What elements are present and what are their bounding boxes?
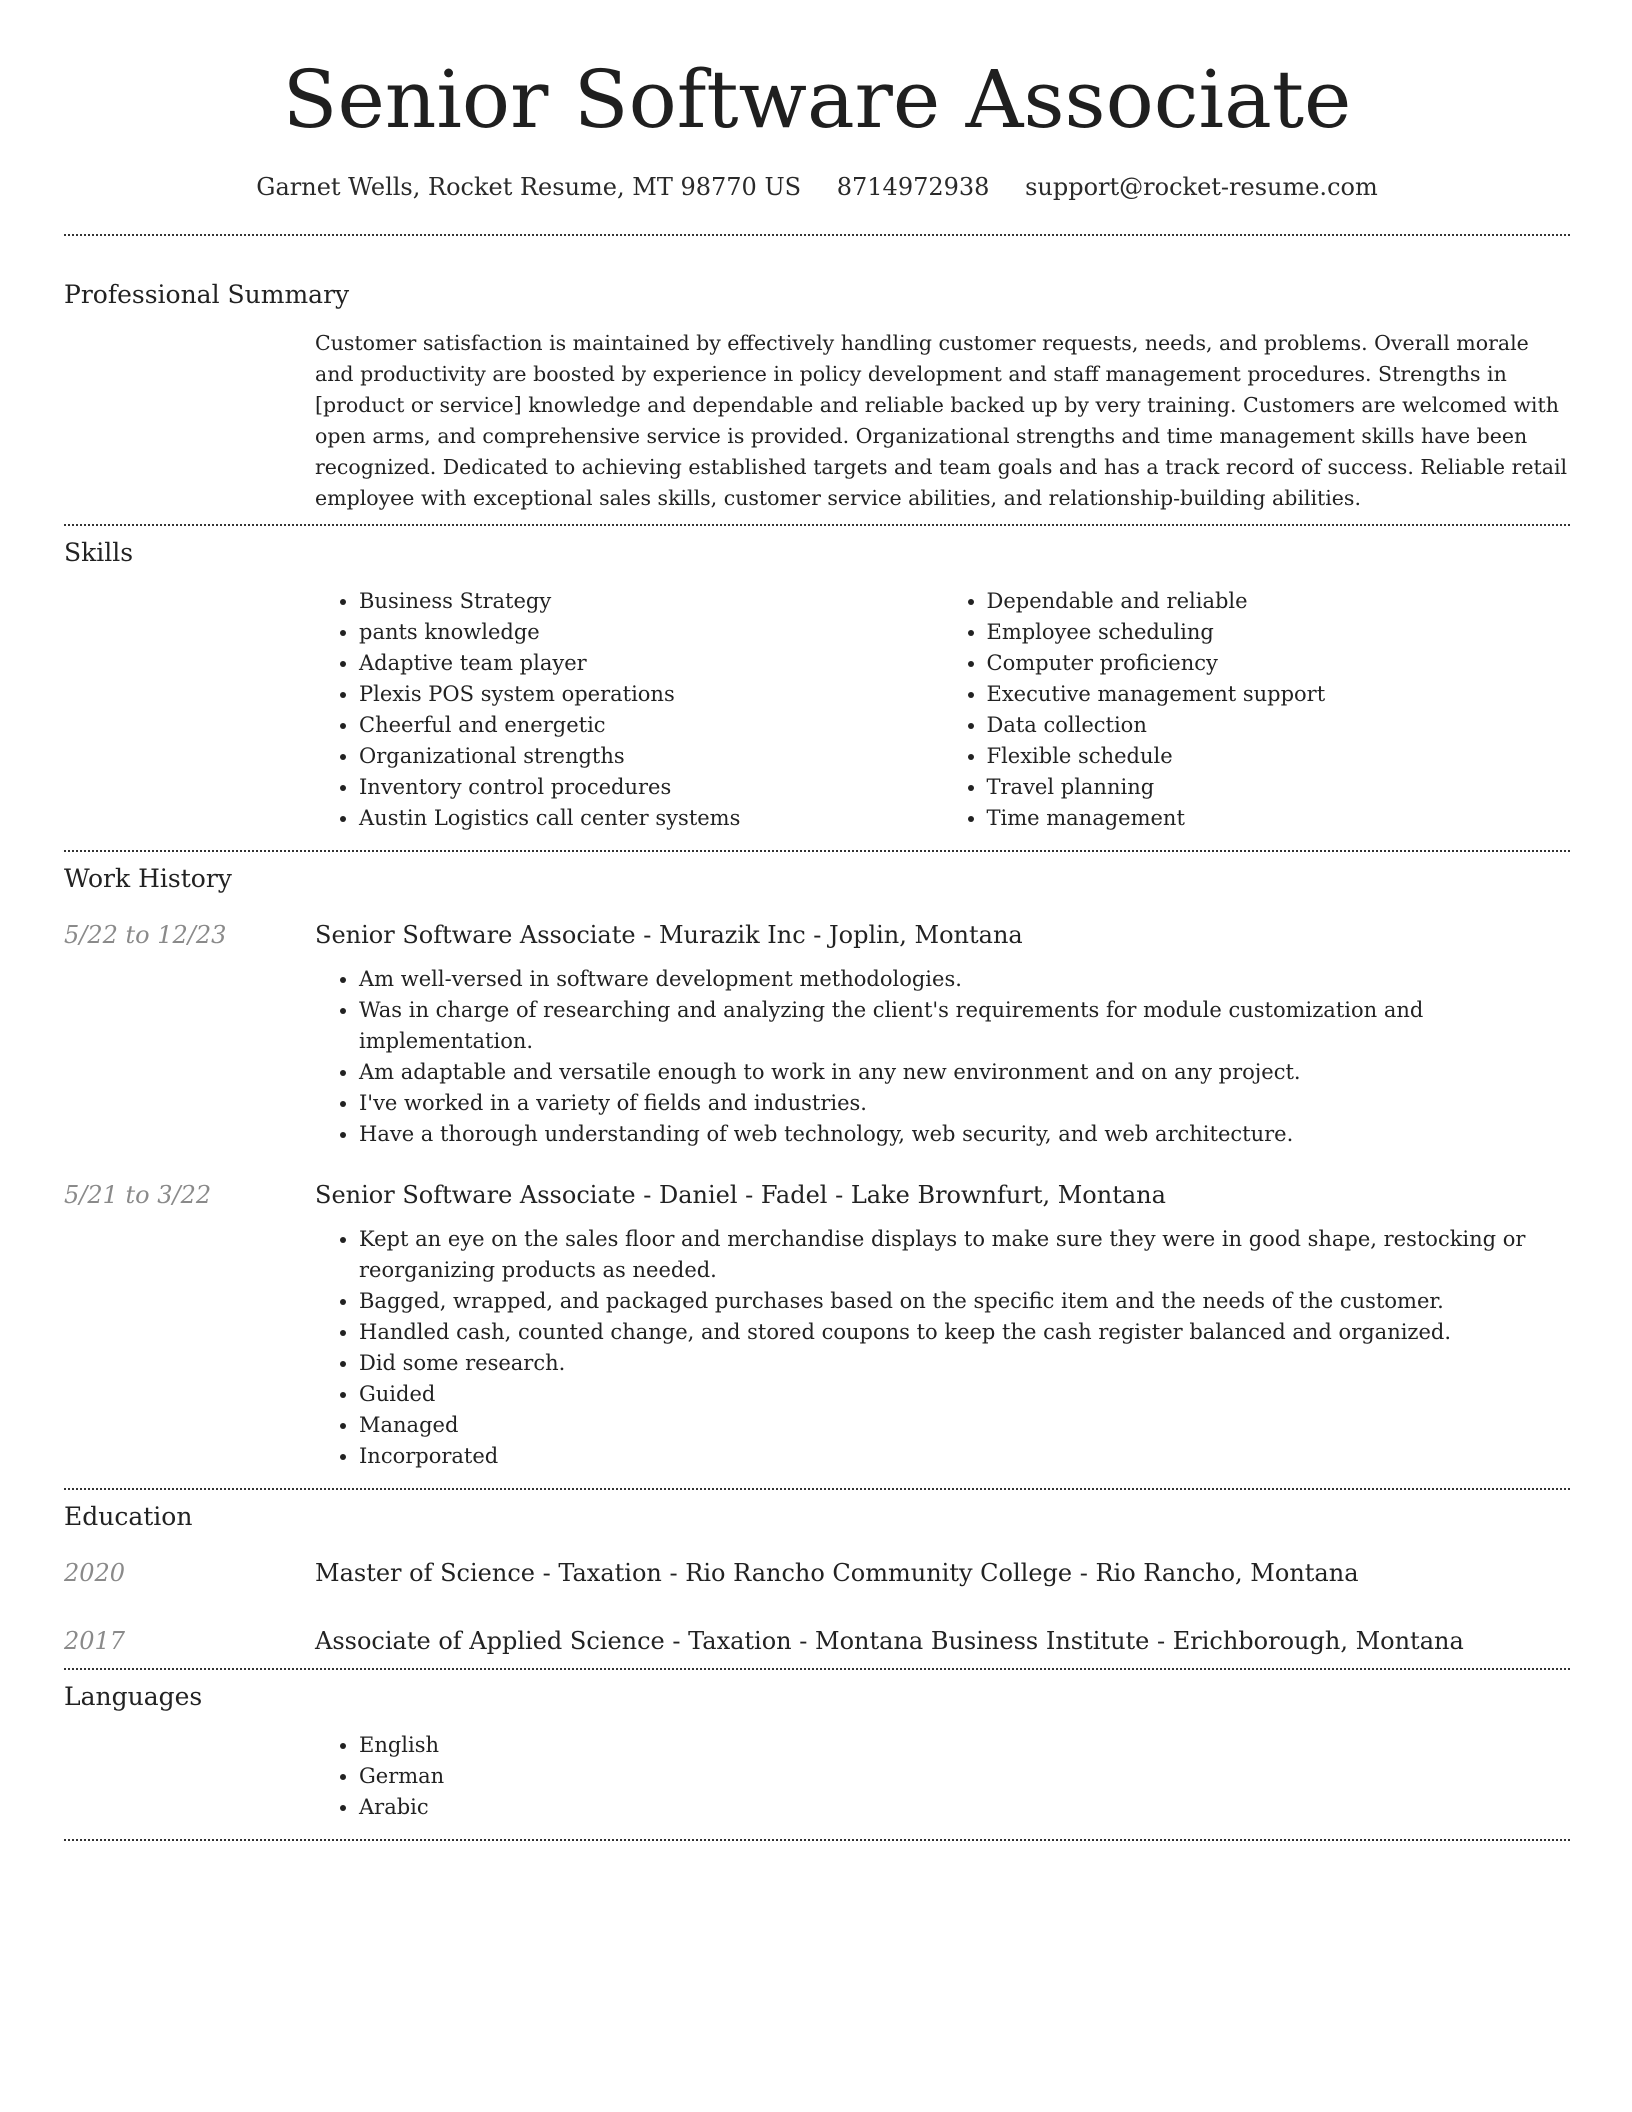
education-year: 2017 — [64, 1627, 126, 1655]
contact-email: support@rocket-resume.com — [1025, 173, 1378, 201]
education-detail — [315, 1624, 1570, 1658]
education-entry — [64, 1556, 1570, 1590]
job-bullet: • Was in charge of researching and analyzing the client's requirements for module customization and implementation. — [359, 995, 1570, 1057]
skills-list-right — [943, 586, 1571, 834]
skill-item: • Executive management support — [987, 679, 1571, 710]
skill-item: • Data collection — [987, 710, 1571, 741]
skills-row — [64, 586, 1570, 834]
job-bullet: • Did some research. — [359, 1348, 1570, 1379]
skill-item: • Travel planning — [987, 772, 1571, 803]
education-school: - Rio Rancho Community College - Rio Rancho, Montana — [661, 1559, 1359, 1587]
skill-item: • Business Strategy — [359, 586, 943, 617]
job-bullet: • Handled cash, counted change, and stored coupons to keep the cash register balanced and organized. — [359, 1317, 1570, 1348]
job-bullet: • Managed — [359, 1410, 1570, 1441]
summary-heading: Professional Summary — [64, 280, 350, 309]
contact-address: Garnet Wells, Rocket Resume, MT 98770 US — [256, 173, 802, 201]
skill-item: • Adaptive team player — [359, 648, 943, 679]
job-bullets — [315, 964, 1570, 1150]
skill-item: • Employee scheduling — [987, 617, 1571, 648]
skill-item: • Organizational strengths — [359, 741, 943, 772]
job-bullet: • Have a thorough understanding of web technology, web security, and web architecture. — [359, 1119, 1570, 1150]
education-heading: Education — [64, 1502, 193, 1531]
skill-item: • Dependable and reliable — [987, 586, 1571, 617]
skill-item: • Time management — [987, 803, 1571, 834]
summary-row — [64, 328, 1570, 514]
job-bullet: • Bagged, wrapped, and packaged purchases based on the specific item and the needs of the customer. — [359, 1286, 1570, 1317]
skills-columns — [315, 586, 1570, 834]
language-item: • English — [359, 1730, 1570, 1761]
language-item: • Arabic — [359, 1792, 1570, 1823]
languages-list — [315, 1730, 1570, 1823]
job-dates: 5/21 to 3/22 — [64, 1181, 212, 1209]
divider — [64, 1488, 1570, 1490]
skill-item: • Plexis POS system operations — [359, 679, 943, 710]
education-entry — [64, 1624, 1570, 1658]
education-detail — [315, 1556, 1570, 1590]
divider — [64, 234, 1570, 236]
divider — [64, 1839, 1570, 1841]
skill-item: • Flexible schedule — [987, 741, 1571, 772]
summary-text: Customer satisfaction is maintained by effectively handling customer requests, needs, and problems. Overall morale and productivity are boosted by experience in policy development and staff management procedures. Strengths in [product or service] knowledge and dependable and reliable backed up by very training. Customers are welcomed with open arms, and comprehensive service is provided. Organizational strengths and time management skills have been recognized. Dedicated to achieving established targets and team goals and has a track record of success. Reliable retail employee with exceptional sales skills, customer service abilities, and relationship-building abilities. — [315, 331, 1568, 510]
job-bullet: • Incorporated — [359, 1441, 1570, 1472]
work-heading: Work History — [64, 864, 232, 893]
divider — [64, 524, 1570, 526]
job-bullets — [315, 1224, 1570, 1472]
job-entry — [64, 1178, 1570, 1472]
job-bullet: • Kept an eye on the sales floor and merchandise displays to make sure they were in good shape, restocking or reorganizing products as needed. — [359, 1224, 1570, 1286]
skills-heading: Skills — [64, 538, 134, 567]
skill-item: • Computer proficiency — [987, 648, 1571, 679]
skill-item: • Cheerful and energetic — [359, 710, 943, 741]
education-degree: Associate of Applied Science - Taxation — [315, 1627, 792, 1655]
skill-item: • Inventory control procedures — [359, 772, 943, 803]
education-degree: Master of Science - Taxation — [315, 1559, 662, 1587]
skills-list-left — [315, 586, 943, 834]
contact-phone: 8714972938 — [836, 173, 990, 201]
job-bullet: • I've worked in a variety of fields and industries. — [359, 1088, 1570, 1119]
resume-title: Senior Software Associate — [282, 53, 1352, 146]
education-school: - Montana Business Institute - Erichborough, Montana — [791, 1627, 1464, 1655]
divider — [64, 850, 1570, 852]
job-bullet: • Am well-versed in software development methodologies. — [359, 964, 1570, 995]
skill-item: • Austin Logistics call center systems — [359, 803, 943, 834]
contact-line — [64, 170, 1570, 204]
job-title: Senior Software Associate - Murazik Inc - Joplin, Montana — [315, 921, 1023, 949]
divider — [64, 1668, 1570, 1670]
languages-heading: Languages — [64, 1682, 203, 1711]
skill-item: • pants knowledge — [359, 617, 943, 648]
job-entry — [64, 918, 1570, 1150]
job-dates: 5/22 to 12/23 — [64, 921, 227, 949]
languages-row — [64, 1730, 1570, 1823]
job-bullet: • Am adaptable and versatile enough to work in any new environment and on any project. — [359, 1057, 1570, 1088]
language-item: • German — [359, 1761, 1570, 1792]
job-bullet: • Guided — [359, 1379, 1570, 1410]
education-year: 2020 — [64, 1559, 126, 1587]
job-title: Senior Software Associate - Daniel - Fadel - Lake Brownfurt, Montana — [315, 1181, 1166, 1209]
resume-page — [64, 0, 1570, 1841]
